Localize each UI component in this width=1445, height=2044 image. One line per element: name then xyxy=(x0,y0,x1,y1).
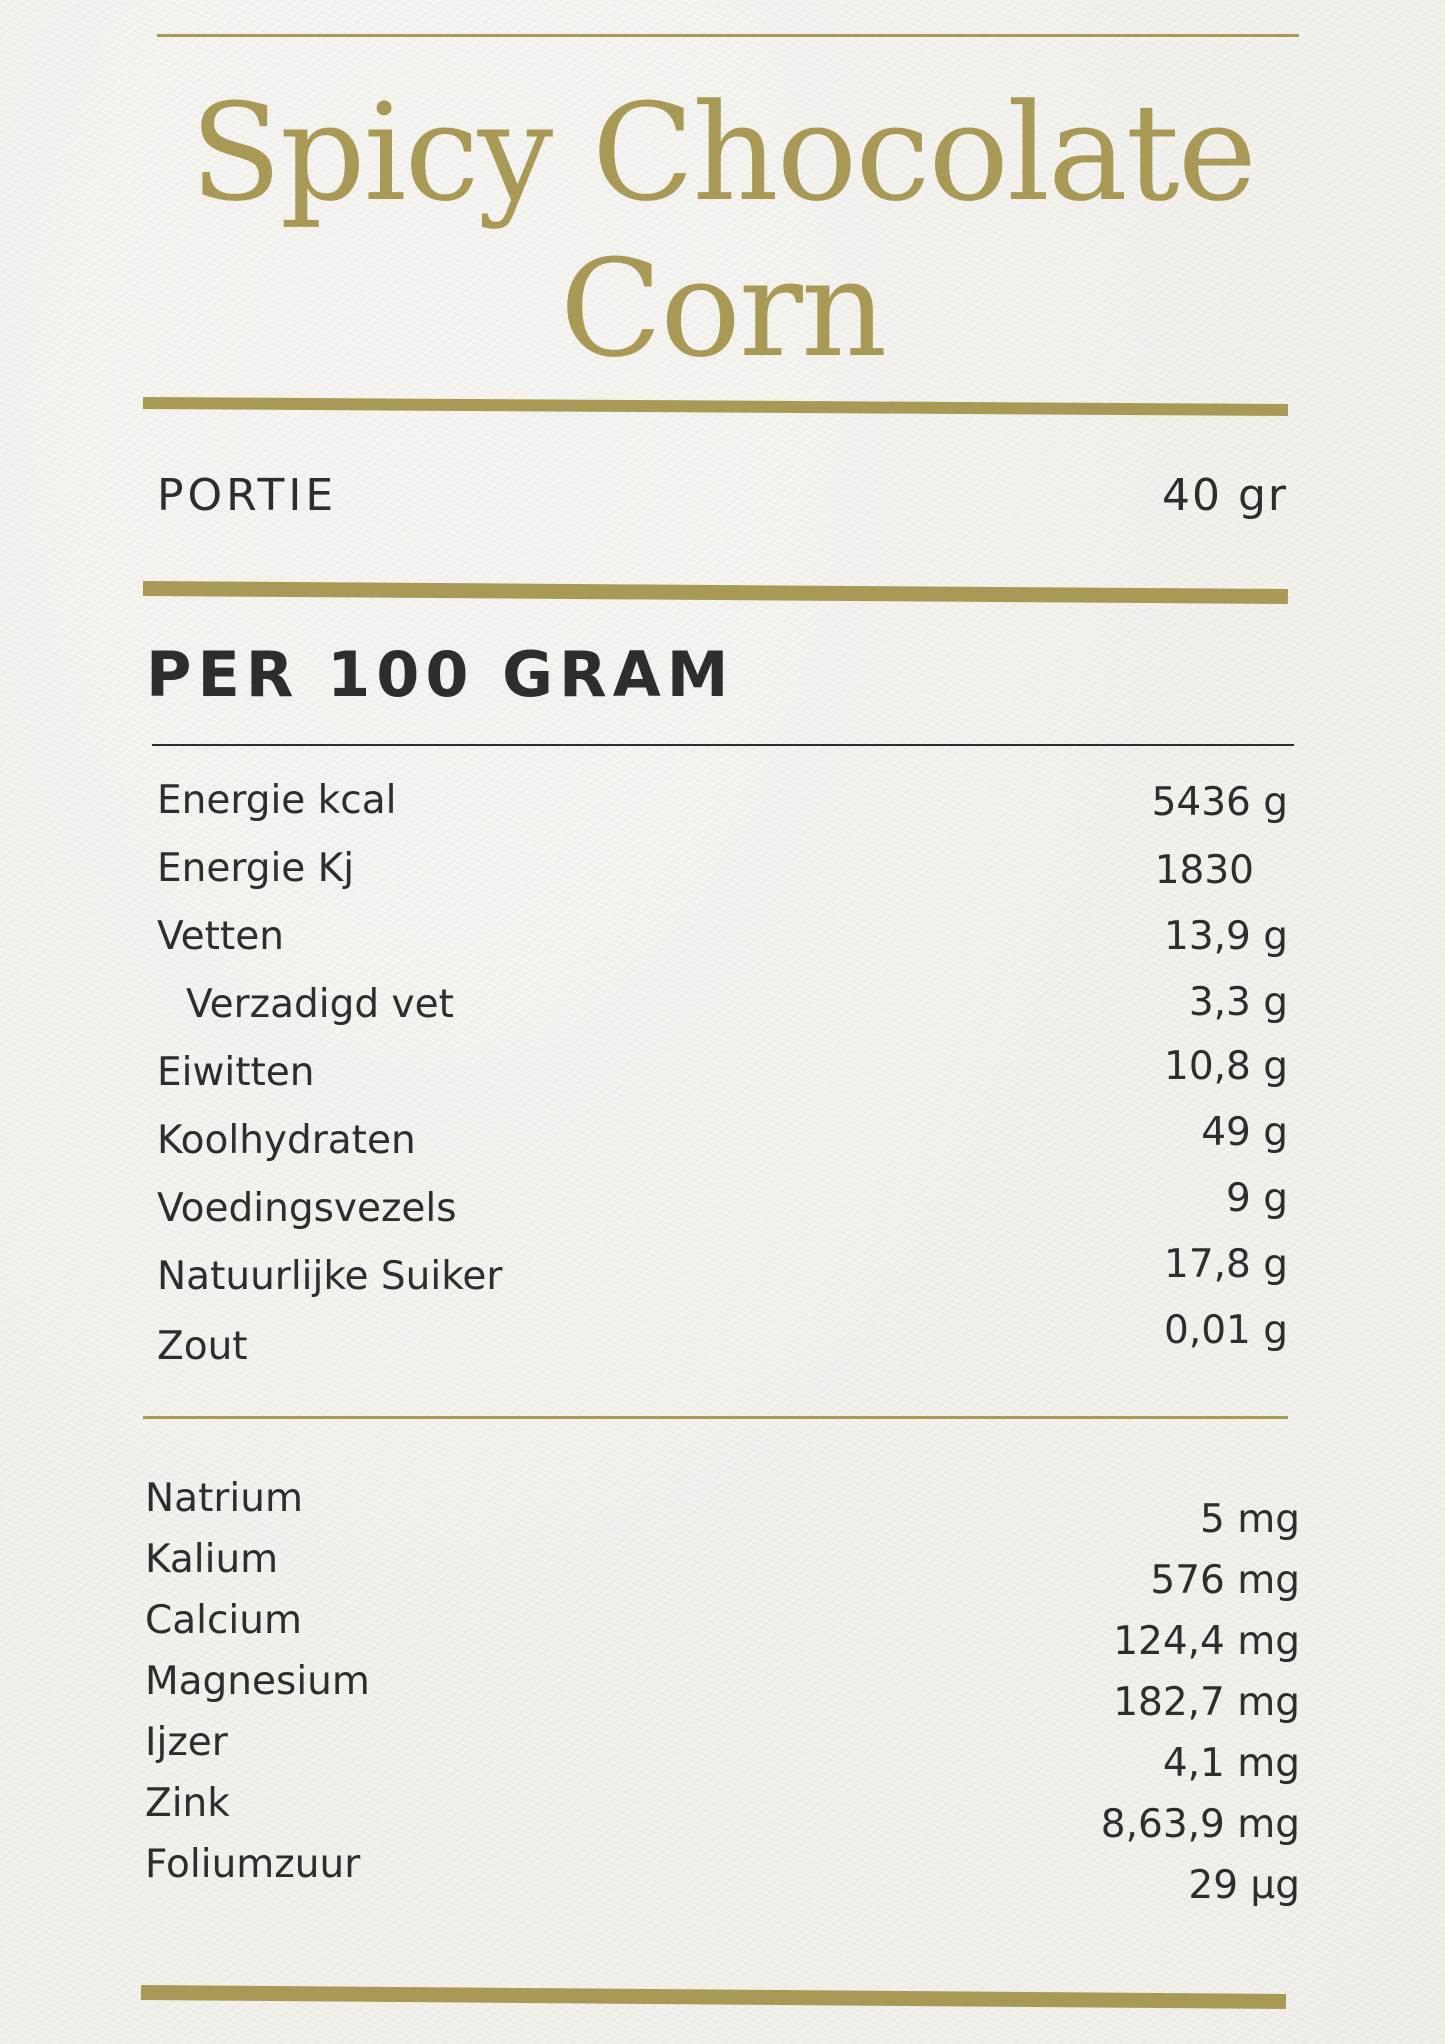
mineral-value: 576 mg xyxy=(1150,1558,1300,1603)
nutrient-label: Zout xyxy=(157,1324,248,1369)
nutrient-value: 0,01 g xyxy=(1164,1308,1288,1353)
heading-underline xyxy=(152,744,1294,746)
mineral-value: 124,4 mg xyxy=(1113,1619,1300,1664)
nutrient-label: Voedingsvezels xyxy=(157,1186,457,1231)
portion-value: 40 gr xyxy=(1162,470,1288,521)
mineral-value: 182,7 mg xyxy=(1113,1680,1300,1725)
mineral-label: Zink xyxy=(145,1781,230,1826)
bottom-divider xyxy=(141,1985,1286,2009)
nutrient-label: Energie kcal xyxy=(157,778,397,823)
nutrient-value: 10,8 g xyxy=(1164,1044,1288,1089)
nutrient-label: Energie Kj xyxy=(157,846,355,891)
section-heading: PER 100 GRAM xyxy=(146,638,735,711)
portion-label: PORTIE xyxy=(157,470,338,521)
minerals-divider xyxy=(143,1416,1288,1419)
nutrient-value: 49 g xyxy=(1201,1110,1288,1155)
nutrient-value: 1830 xyxy=(1154,848,1254,893)
nutrient-value: 5436 g xyxy=(1151,780,1288,825)
mineral-label: Natrium xyxy=(145,1476,303,1521)
portion-divider xyxy=(143,581,1288,604)
product-title-line-1: Spicy Chocolate xyxy=(190,75,1255,231)
top-divider xyxy=(157,34,1299,37)
mineral-label: Kalium xyxy=(145,1537,279,1582)
nutrient-value: 17,8 g xyxy=(1164,1242,1288,1287)
nutrient-value: 9 g xyxy=(1226,1176,1288,1221)
nutrient-label: Koolhydraten xyxy=(157,1118,416,1163)
mineral-label: Magnesium xyxy=(145,1659,370,1704)
title-divider xyxy=(143,397,1288,416)
product-title xyxy=(0,75,1445,387)
mineral-value: 4,1 mg xyxy=(1162,1741,1300,1786)
mineral-label: Ijzer xyxy=(145,1720,228,1765)
mineral-label: Calcium xyxy=(145,1598,302,1643)
nutrient-label: Verzadigd vet xyxy=(186,982,454,1027)
nutrient-label: Eiwitten xyxy=(157,1050,315,1095)
nutrient-label: Natuurlijke Suiker xyxy=(157,1254,503,1299)
nutrient-value: 3,3 g xyxy=(1188,980,1288,1025)
nutrient-label: Vetten xyxy=(157,914,284,959)
mineral-value: 5 mg xyxy=(1200,1497,1300,1542)
nutrient-value: 13,9 g xyxy=(1164,914,1288,959)
product-title-line-2: Corn xyxy=(559,231,886,387)
mineral-value: 29 µg xyxy=(1188,1863,1300,1908)
mineral-label: Foliumzuur xyxy=(145,1842,361,1887)
mineral-value: 8,63,9 mg xyxy=(1100,1802,1300,1847)
